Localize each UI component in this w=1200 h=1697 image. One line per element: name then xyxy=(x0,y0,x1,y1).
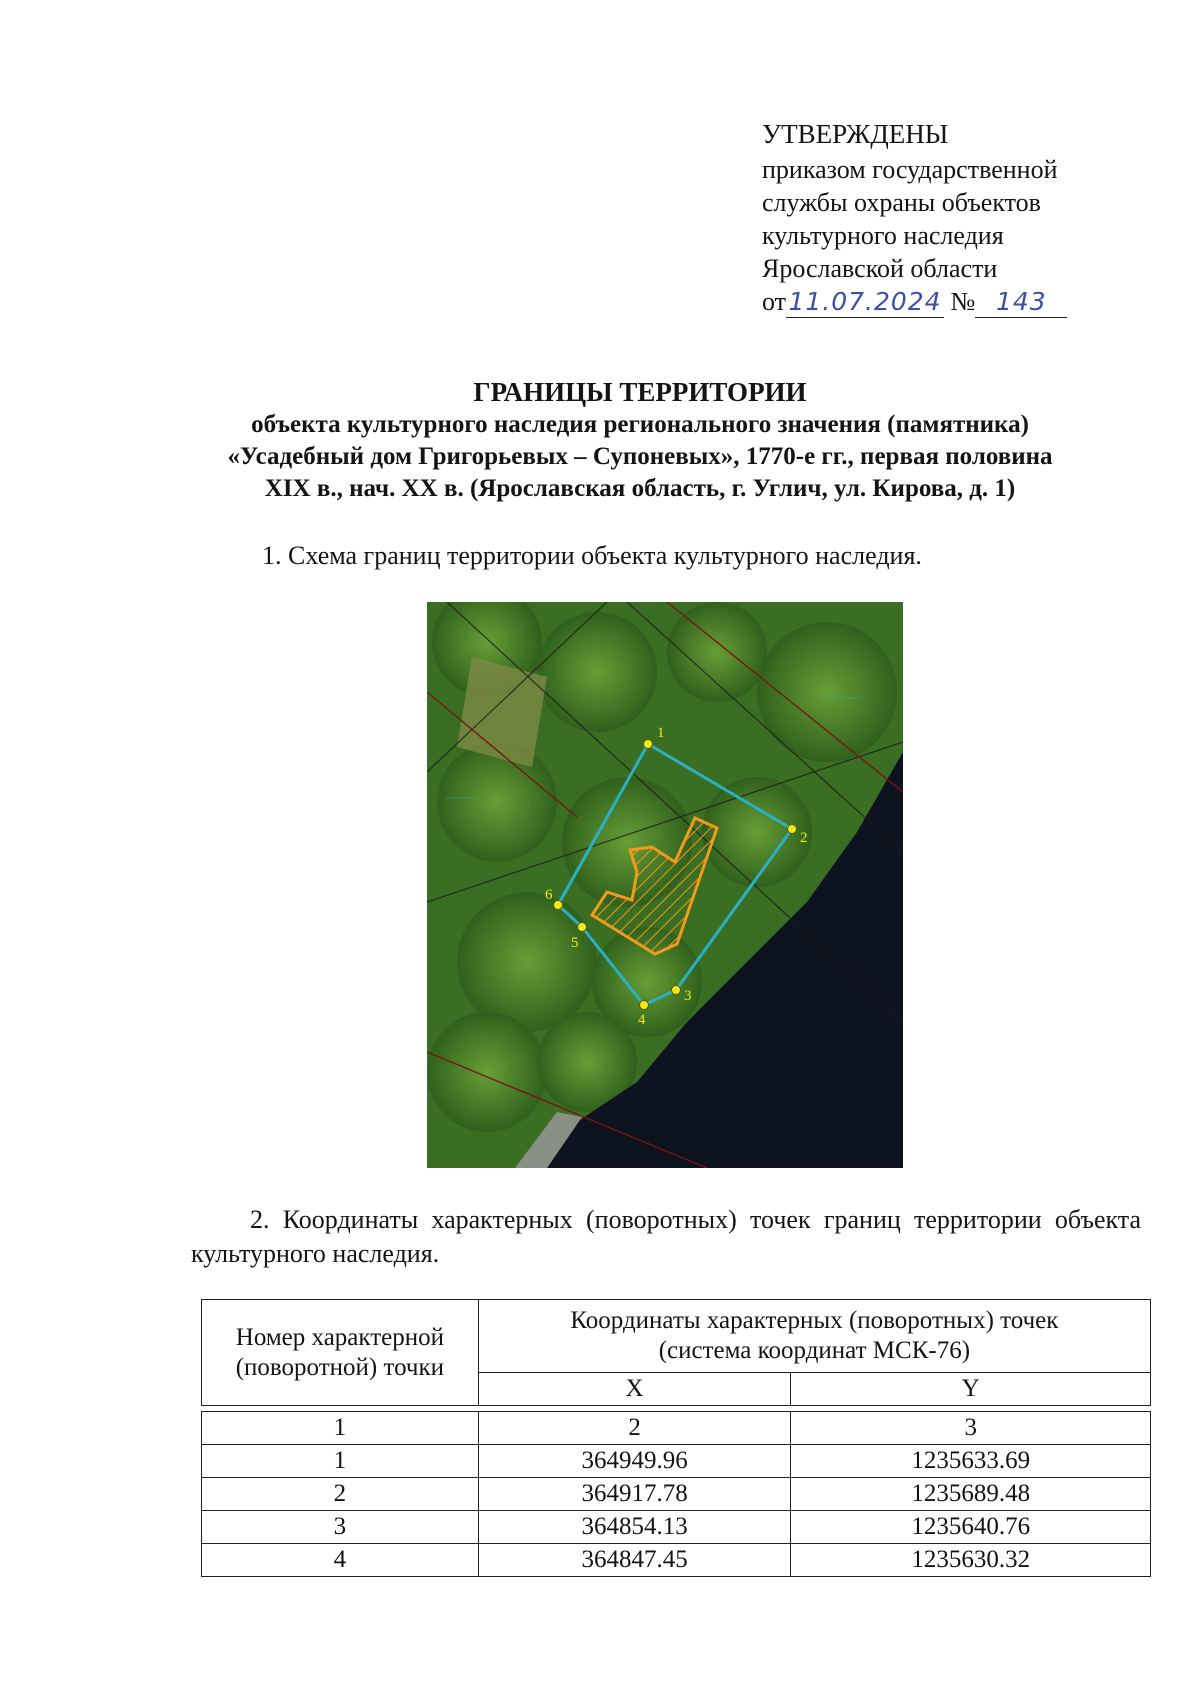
section-1-heading: 1. Схема границ территории объекта культурного наследия. xyxy=(262,541,922,570)
approval-line: культурного наследия xyxy=(762,221,1004,250)
vertex-label: 1 xyxy=(657,725,665,741)
number-field xyxy=(975,287,1067,318)
approval-line: приказом государственной xyxy=(762,155,1058,184)
x-cell: 364949.96 xyxy=(478,1445,791,1478)
vertex-label: 2 xyxy=(800,830,808,846)
point-number-header: Номер характерной (поворотной) точки xyxy=(202,1300,479,1406)
section-2-heading: 2. Координаты характерных (поворотных) точек границ территории объекта культурного наследия. xyxy=(191,1205,1141,1268)
column-number: 1 xyxy=(202,1412,479,1445)
vertex-label: 4 xyxy=(638,1012,646,1028)
date-prefix: от xyxy=(762,287,787,316)
vertex-label: 6 xyxy=(545,887,553,903)
svg-text:~~~~~~~~: ~~~~~~~~ xyxy=(822,695,863,702)
table-row xyxy=(202,1478,1151,1511)
coordinates-table xyxy=(201,1299,1151,1577)
table-row xyxy=(202,1511,1151,1544)
column-number: 2 xyxy=(478,1412,791,1445)
date-field xyxy=(786,287,944,318)
table-row xyxy=(202,1445,1151,1478)
x-cell: 364917.78 xyxy=(478,1478,791,1511)
title-line: «Усадебный дом Григорьевых – Супоневых», 1770-е гг., первая половина xyxy=(227,443,1053,470)
handwritten-number: 143 xyxy=(995,287,1047,316)
coordinates-header xyxy=(478,1300,1150,1373)
approval-line: службы охраны объектов xyxy=(762,188,1041,217)
point-cell: 4 xyxy=(202,1544,479,1577)
y-cell: 1235640.76 xyxy=(791,1511,1151,1544)
point-cell: 3 xyxy=(202,1511,479,1544)
handwritten-date: 11.07.2024 xyxy=(788,287,942,316)
y-cell: 1235689.48 xyxy=(791,1478,1151,1511)
coordinates-header-line: (система координат МСК-76) xyxy=(658,1337,971,1364)
point-cell: 2 xyxy=(202,1478,479,1511)
number-prefix: № xyxy=(950,287,976,316)
x-cell: 364854.13 xyxy=(478,1511,791,1544)
svg-text:~~~~~~: ~~~~~~ xyxy=(445,795,476,802)
field-plot xyxy=(457,657,547,767)
table-row xyxy=(202,1544,1151,1577)
boundary-scheme-map xyxy=(427,602,903,1168)
title-line: объекта культурного наследия регионального значения (памятника) xyxy=(251,411,1029,438)
vertex-label: 5 xyxy=(571,935,579,951)
title-line: XIX в., нач. XX в. (Ярославская область, г. Углич, ул. Кирова, д. 1) xyxy=(264,475,1016,502)
y-header: Y xyxy=(791,1373,1151,1406)
point-cell: 1 xyxy=(202,1445,479,1478)
column-numbering-row xyxy=(202,1412,1151,1445)
y-cell: 1235630.32 xyxy=(791,1544,1151,1577)
column-number: 3 xyxy=(791,1412,1151,1445)
coordinates-header-line: Координаты характерных (поворотных) точек xyxy=(570,1307,1059,1334)
y-cell: 1235633.69 xyxy=(791,1445,1151,1478)
title-main: ГРАНИЦЫ ТЕРРИТОРИИ xyxy=(473,377,807,407)
approval-date-line xyxy=(762,285,1067,318)
approval-block xyxy=(762,118,1067,318)
approval-line: Ярославской области xyxy=(762,254,998,283)
approval-heading: УТВЕРЖДЕНЫ xyxy=(762,119,949,149)
x-cell: 364847.45 xyxy=(478,1544,791,1577)
x-header: X xyxy=(478,1373,791,1406)
document-title xyxy=(150,375,1130,505)
vertex-label: 3 xyxy=(684,988,692,1004)
